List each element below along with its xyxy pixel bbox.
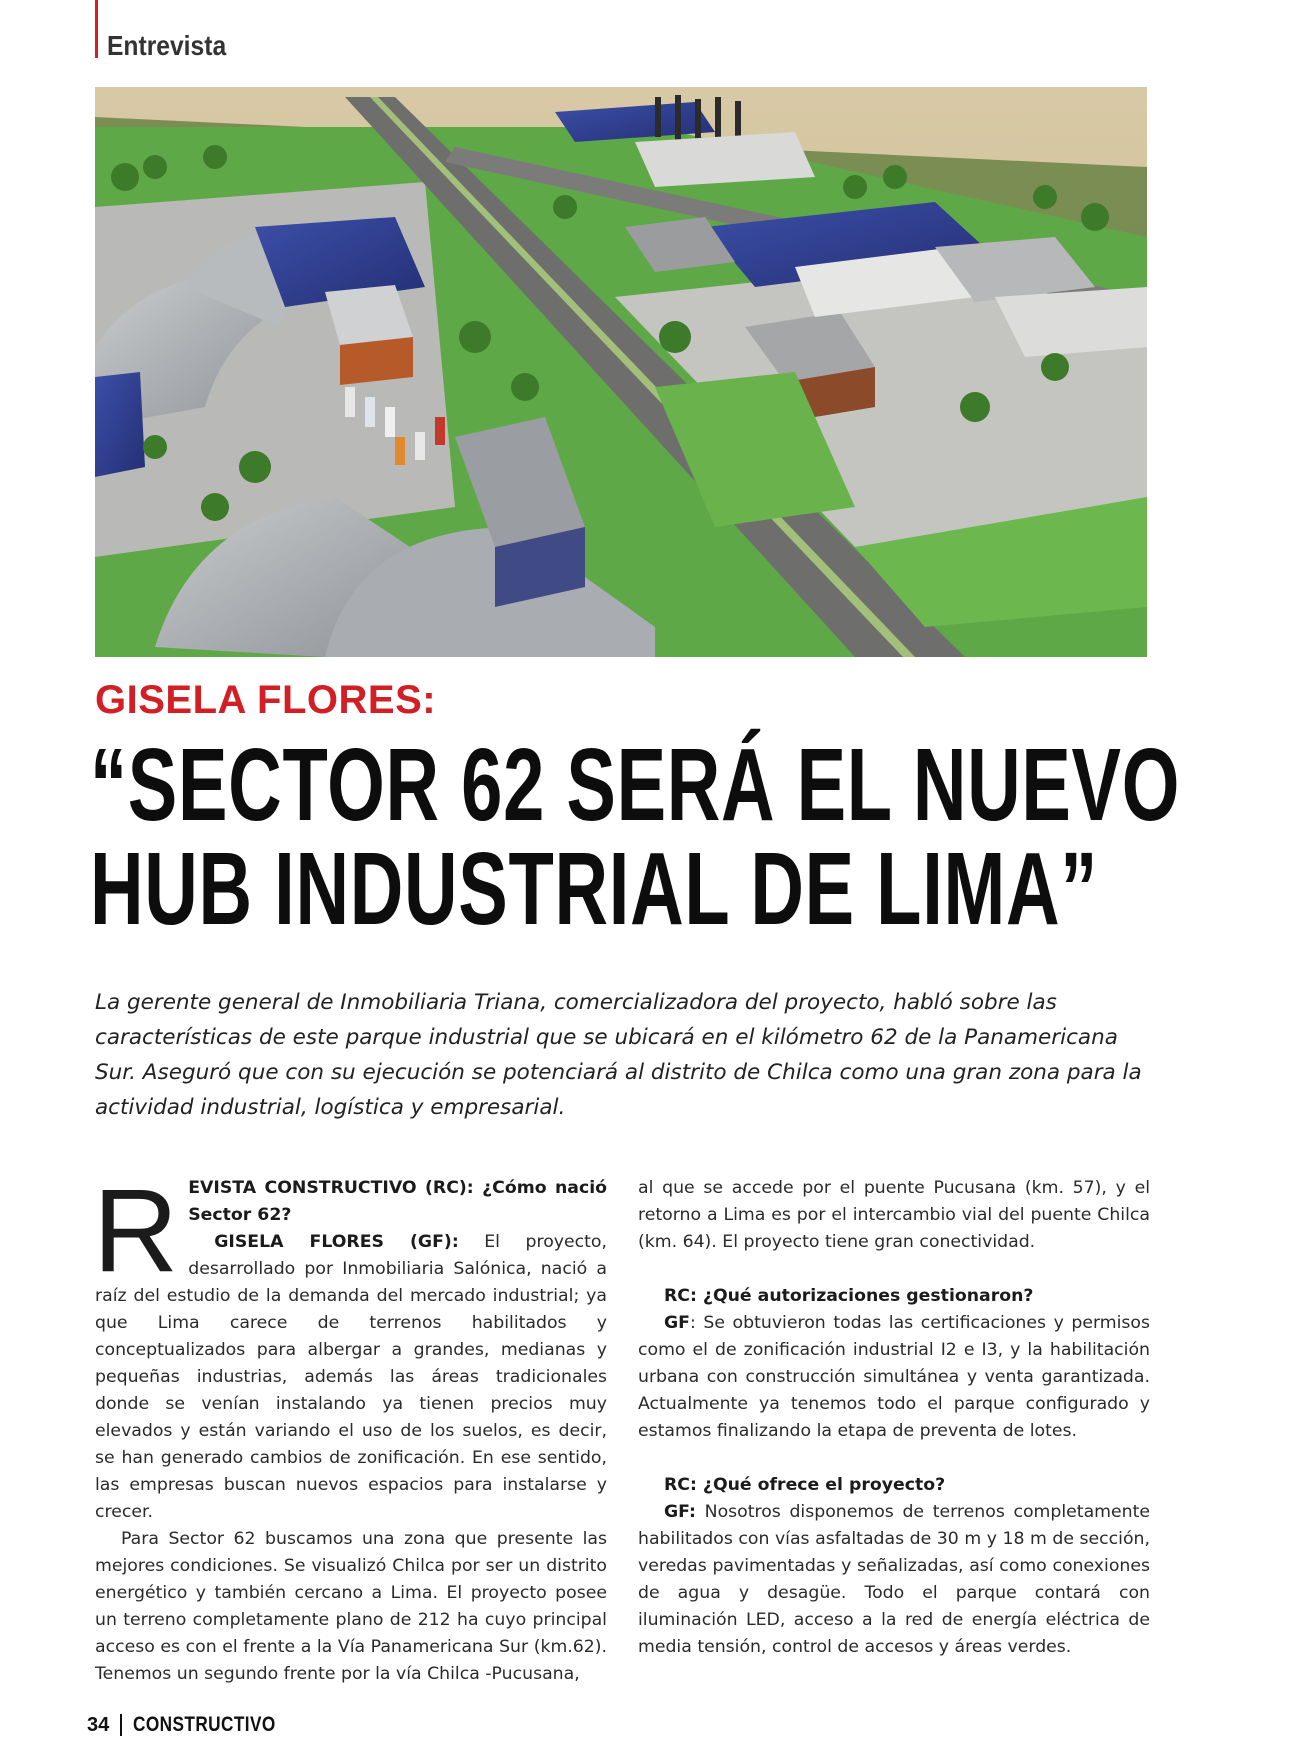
hero-image <box>95 87 1147 657</box>
headline <box>90 727 1181 946</box>
page-number: 34 <box>87 1713 110 1736</box>
answer-3-text: Nosotros disponemos de terrenos completamente habilitados con vías asfaltadas de 30 m y 18 m de sección, veredas pavimentadas y señalizadas, así como conexiones de agua y desagüe. Todo el parque contará con iluminación LED, acceso a la red de energía eléctrica de media tensión, control de accesos y áreas verdes. <box>638 1502 1150 1657</box>
question-1: EVISTA CONSTRUCTIVO (RC): ¿Cómo nació Sector 62? <box>188 1178 607 1225</box>
headline-line-2: HUB INDUSTRIAL DE LIMA” <box>90 831 1099 946</box>
section-accent-bar <box>95 0 98 58</box>
answer-2-speaker: GF <box>664 1313 690 1333</box>
answer-1-text: El proyecto, desarrollado por Inmobiliaria Salónica, nació a raíz del estudio de la demanda del mercado industrial; ya que Lima carece de terrenos habilitados y conceptualizados para albergar a grandes, medianas y pequeñas industrias, además las áreas tradicionales donde se venían instalando ya tienen precios muy elevados y están variando el uso de los suelos, es decir, se han generado cambios de zonificación. En ese sentido, las empresas buscan nuevos espacios para instalarse y crecer. <box>95 1232 607 1522</box>
dropcap: R <box>93 1165 179 1297</box>
right-column <box>638 1175 1150 1661</box>
interviewee-kicker: GISELA FLORES: <box>95 678 437 722</box>
magazine-brand: CONSTRUCTIVO <box>133 1713 276 1736</box>
answer-1-paragraph-2: Para Sector 62 buscamos una zona que presente las mejores condiciones. Se visualizó Chilca por ser un distrito energético y también cercano a Lima. El proyecto posee un terreno completamente plano de 212 ha cuyo principal acceso es con el frente a la Vía Panamericana Sur (km.62). Tenemos un segundo frente por la vía Chilca -Pucusana, <box>95 1529 607 1684</box>
answer-1-continuation: al que se accede por el puente Pucusana (km. 57), y el retorno a Lima es por el intercambio vial del puente Chilca (km. 64). El proyecto tiene gran conectividad. <box>638 1178 1150 1252</box>
footer-divider <box>120 1714 122 1736</box>
answer-2-text: : Se obtuvieron todas las certificaciones y permisos como el de zonificación industrial I2 e I3, y la habilitación urbana con construcción simultánea y venta garantizada. Actualmente ya tenemos todo el parque configurado y estamos finalizando la etapa de preventa de lotes. <box>638 1313 1150 1441</box>
industrial-park-render <box>95 87 1147 657</box>
answer-1-speaker: GISELA FLORES (GF): <box>214 1232 459 1252</box>
question-3: RC: ¿Qué ofrece el proyecto? <box>664 1475 946 1495</box>
answer-3-speaker: GF: <box>664 1502 696 1522</box>
section-label: Entrevista <box>107 30 227 61</box>
left-column <box>93 1165 607 1688</box>
lead-paragraph: La gerente general de Inmobiliaria Triana, comercializadora del proyecto, habló sobre las características de este parque industrial que se ubicará en el kilómetro 62 de la Panamericana Sur. Aseguró que con su ejecución se potenciará al distrito de Chilca como una gran zona para la actividad industrial, logística y empresarial. <box>95 990 1142 1120</box>
headline-line-1: “SECTOR 62 SERÁ EL NUEVO <box>90 727 1181 842</box>
question-2: RC: ¿Qué autorizaciones gestionaron? <box>664 1286 1034 1306</box>
page-footer <box>87 1713 307 1737</box>
